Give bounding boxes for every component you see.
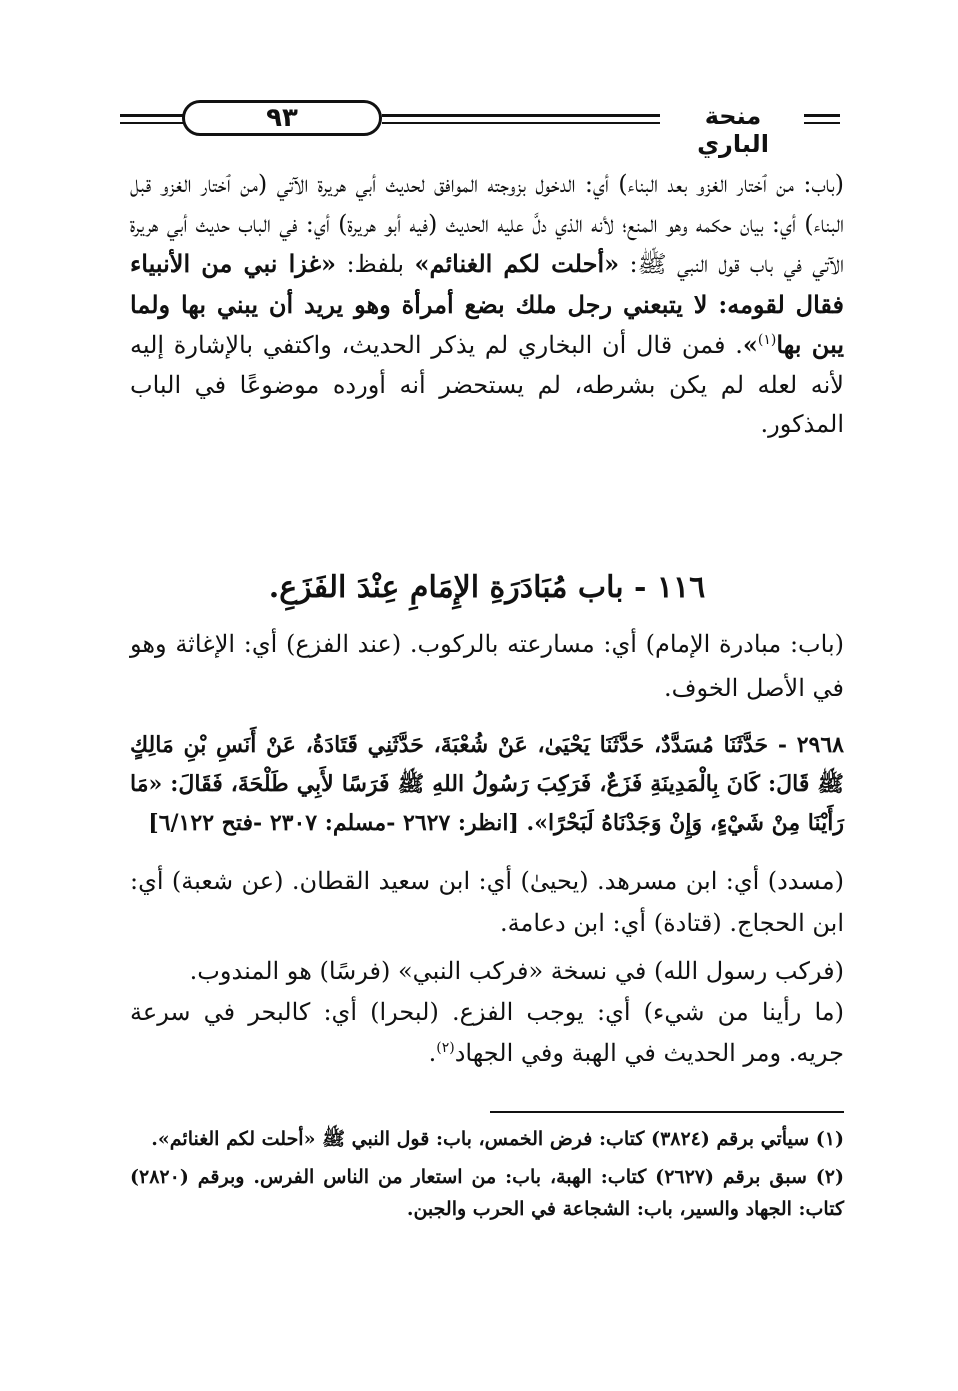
header-rule-right-bottom: [804, 122, 840, 124]
explanation-3-text: (فركب رسول الله) في نسخة «فركب النبي» (فرسًا) هو المندوب.: [189, 957, 844, 985]
explanation-paragraph-2: [130, 860, 844, 944]
header-rule-left-top: [120, 114, 184, 117]
footnote-ref-2: (٢): [436, 1040, 455, 1056]
header-rule-middle-bottom: [382, 122, 660, 124]
intro-bold-3: »: [742, 330, 758, 359]
header-rule-middle-top: [382, 114, 660, 117]
footnote-separator: [490, 1111, 844, 1113]
hadith-paragraph: [130, 726, 844, 843]
footnote-2: (٢) سبق برقم (٢٦٢٧) كتاب: الهبة، باب: من استعار من الناس الفرس. وبرقم (٢٨٢٠) كتاب: الجهاد والسير، باب: الشجاعة في الحرب والجبن.: [130, 1166, 844, 1220]
explanation-4-text: (ما رأينا من شيء) أي: يوجب الفزع. (لبحرا) أي: كالبحر في سرعة جريه. ومر الحديث في الهبة وفي الجهاد: [130, 998, 844, 1067]
footnote-ref-1: (١): [757, 332, 777, 348]
intro-paragraph: [130, 165, 844, 445]
explanation-paragraph-1: [130, 622, 844, 710]
explanation-paragraph-4: [130, 992, 844, 1074]
page-number: ٩٣: [182, 100, 382, 136]
header-rule-right-top: [804, 114, 840, 117]
page-header: [120, 100, 840, 158]
intro-text-2: بلفظ:: [336, 250, 415, 278]
explanation-2-text: (مسدد) أي: ابن مسرهد. (يحيىٰ) أي: ابن سعيد القطان. (عن شعبة) أي: ابن الحجاج. (قتادة) أي: ابن دعامة.: [130, 867, 844, 937]
intro-text-1: (باب: من ٱختار الغزو بعد البناء) أي: الدخول بزوجته الموافق لحديث أبي هريرة الآتي (من ٱختار الغزو قبل البناء) أي: بيان حكمه وهو المنع؛ لأنه الذي دلَّ عليه الحديث (فيه أبو هريرة) أي: في الباب حديث أبي هريرة الآتي في باب قول النبي ﷺ:: [130, 170, 845, 278]
footnote-1: (١) سيأتي برقم (٣٨٢٤) كتاب: فرض الخمس، باب: قول النبي ﷺ «أحلت لكم الغنائم».: [151, 1128, 844, 1150]
hadith-text: ٢٩٦٨ - حَدَّثَنَا مُسَدَّدٌ، حَدَّثَنَا يَحْيَىٰ، عَنْ شُعْبَةَ، حَدَّثَنِي قَتَادَةُ، عَنْ أَنَسِ بْنِ مَالِكٍ ﷺ قَالَ: كَانَ بِالْمَدِينَةِ فَزَعٌ، فَرَكِبَ رَسُولُ اللهِ ﷺ فَرَسًا لأَبِي طَلْحَةَ، فَقَالَ: «مَا رَأَيْنَا مِنْ شَيْءٍ، وَإِنْ وَجَدْنَاهُ لَبَحْرًا». [انظر: ٢٦٢٧ -مسلم: ٢٣٠٧ -فتح ٦/١٢٢]: [130, 732, 844, 836]
explanation-paragraph-3: [130, 950, 844, 992]
explanation-1-text: (باب: مبادرة الإمام) أي: مسارعته بالركوب. (عند الفزع) أي: الإغاثة وهو في الأصل الخوف.: [130, 630, 844, 702]
running-title: منحة الباري: [697, 102, 769, 158]
intro-bold-1: «أحلت لكم الغنائم»: [414, 249, 620, 278]
intro-bold-2: «غزا نبي من الأنبياء فقال لقومه: لا يتبعني رجل ملك بضع أمرأة وهو يريد أن يبني بها ولما يبن بها: [130, 249, 844, 359]
chapter-heading: ١١٦ - باب مُبَادَرَةِ الإِمَامِ عِنْدَ الفَزَعِ.: [268, 570, 706, 605]
explanation-4-end: .: [428, 1039, 437, 1067]
footnotes: [130, 1123, 844, 1231]
header-rule-left-bottom: [120, 122, 184, 124]
intro-text-3: . فمن قال أن البخاري لم يذكر الحديث، واكتفي بالإشارة إليه لأنه لعله لم يكن بشرطه، لم يستحضر أنه أورده موضوعًا في الباب المذكور.: [130, 331, 844, 438]
